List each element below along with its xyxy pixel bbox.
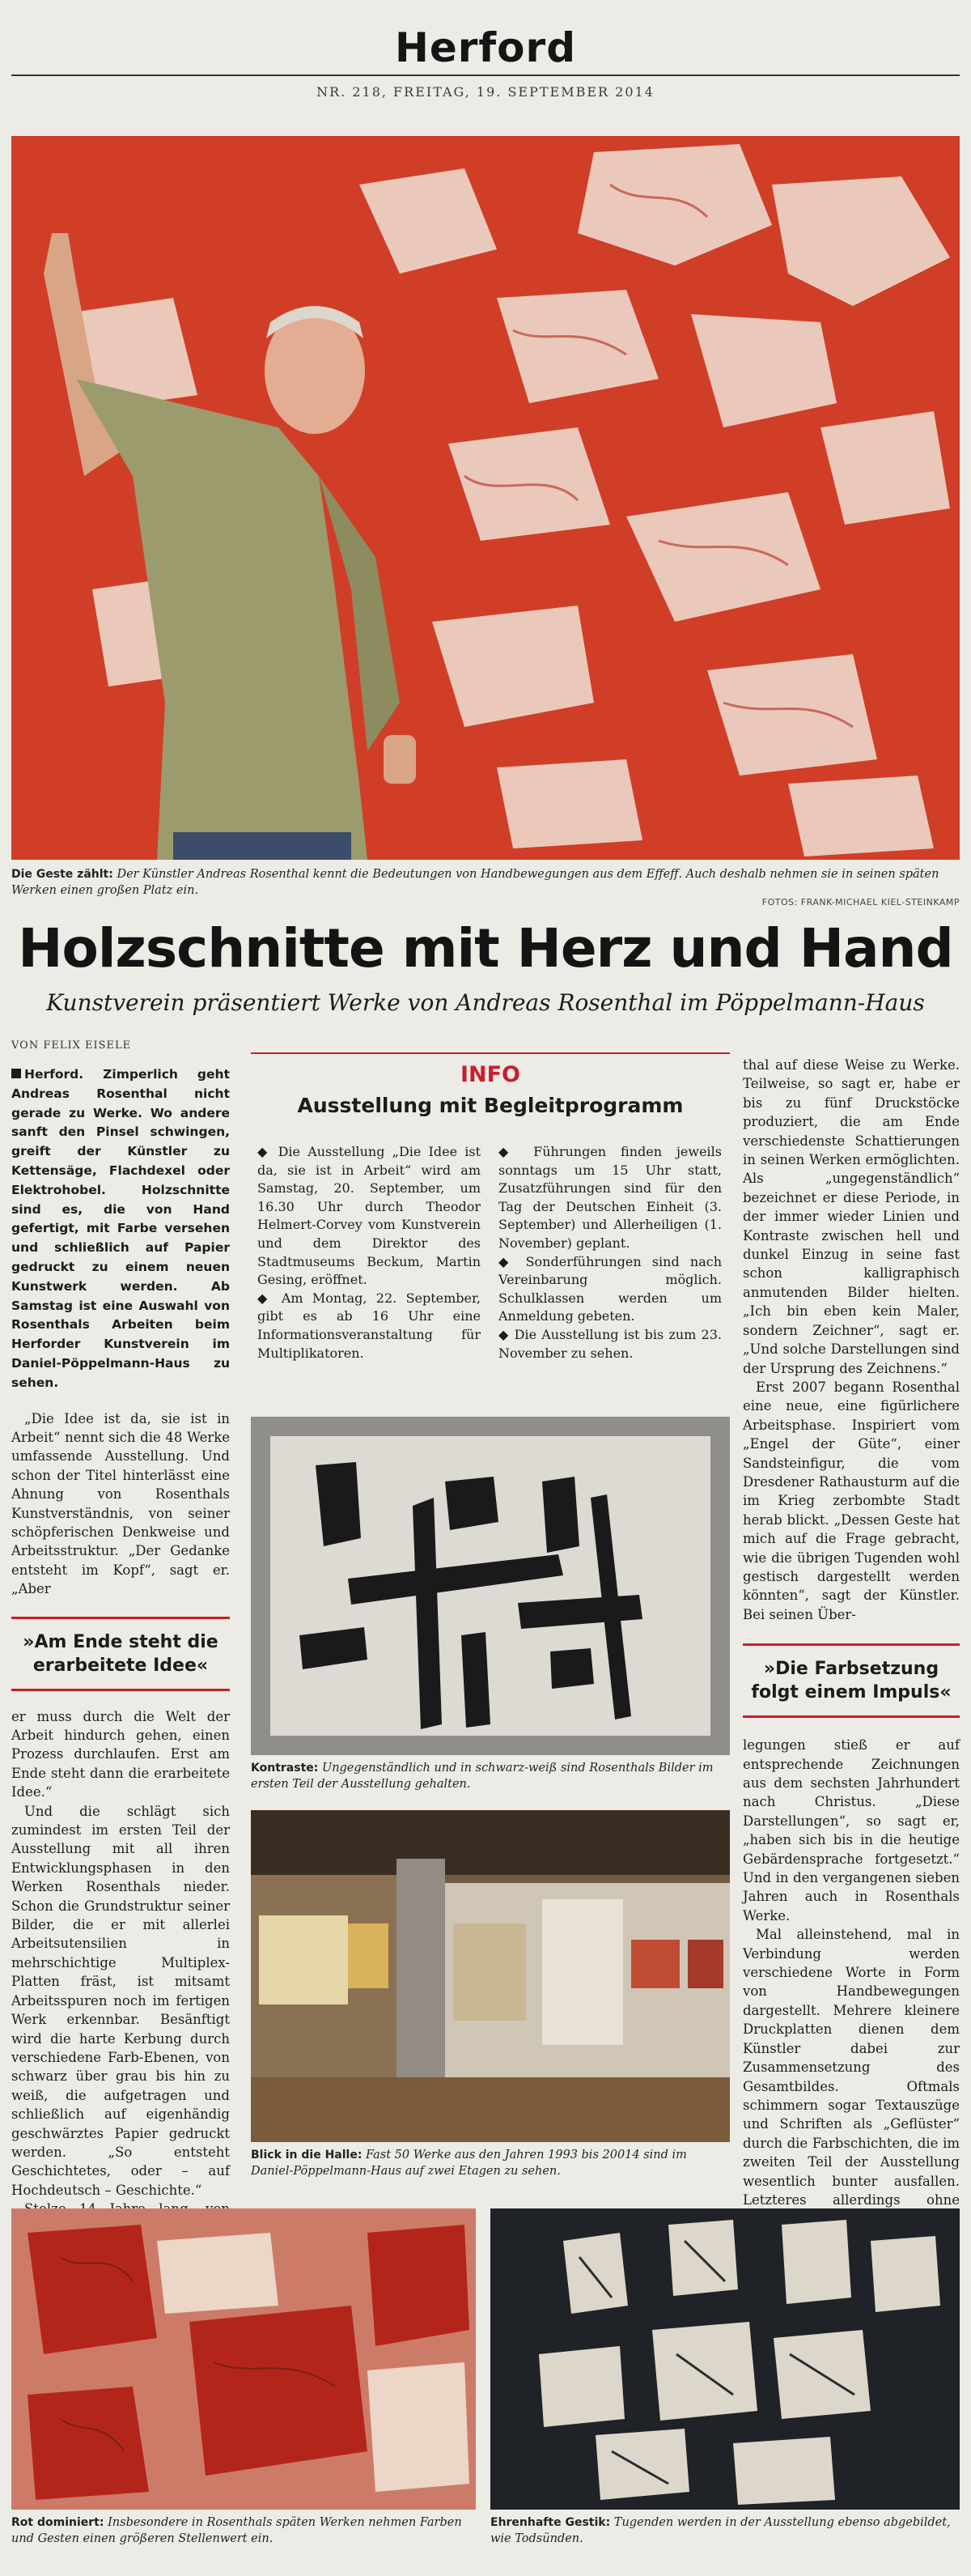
info-item: ◆ Sonderführungen sind nach Vereinbarung möglich. Schulklassen werden um Anmeldung gebeten. (498, 1253, 722, 1324)
info-column-left (257, 1143, 481, 1362)
caption-text: Insbesondere in Rosenthals späten Werken nehmen Farben und Gesten einen größeren Stellenwert ein. (11, 2516, 462, 2545)
photo-kontraste (251, 1417, 730, 1755)
dateline: Herford. (24, 1067, 84, 1082)
info-box (251, 1052, 730, 1394)
paragraph: Erst 2007 begann Rosenthal eine neue, eine figürlichere Arbeitsphase. Inspiriert vom „Engel der Güte“, einer Sandsteinfigur, die vom Dresdener Rathausturm auf die im Krieg zerbombte Stadt herab blickt. „Dessen Geste hat mich auf die Frage gebracht, wie die übrigen Tugenden wohl gestisch dargestellt werden könnten“, sagt der Künstler. Bei seinen Über- (743, 1379, 960, 1622)
column-1 (11, 1065, 230, 2256)
caption-lead: Die Geste zählt: (11, 868, 113, 881)
paragraph: Und die schlägt sich zumindest im ersten Teil der Ausstellung mit all ihren Entwicklungsphasen in den Werken Rosenthals nieder. Schon die Grundstruktur seiner Bilder, die er mit allerlei Arbeitsutensilien in mehrschichtige Multiplex-Platten fräst, ist mitsamt Arbeitsspuren noch im fertigen Werk erkennbar. Besänftigt wird die harte Kerbung durch verschiedene Farb-Ebenen, von schwarz über grau bis hin zu weiß, die aufgetragen und schließlich auf eigenhändig geschwärztes Papier gedruckt werden. „So entsteht Geschichtetes, oder – auf Hochdeutsch – Geschichte.“ (11, 1803, 230, 2198)
photo-rot-caption (11, 2514, 476, 2547)
photo-halle (251, 1810, 730, 2142)
pull-quote: »Am Ende steht die erarbeitete Idee« (11, 1617, 230, 1691)
photo-credit: FOTOS: FRANK-MICHAEL KIEL-STEINKAMP (761, 897, 960, 908)
paragraph: „Die Idee ist da, sie ist in Arbeit“ nennt sich die 48 Werke umfassende Ausstellung. Und schon der Titel hinterlässt eine Ahnung von Rosenthals Kunstverständnis, von seiner schöpferischen Denkweise und Arbeitsstruktur. „Der Gedanke entsteht im Kopf“, sagt er. „Aber (11, 1410, 230, 1597)
paragraph: er muss durch die Welt der Arbeit hindurch gehen, einen Prozess durchlaufen. Erst am Ende steht dann die erarbeitete Idee.“ (11, 1708, 230, 1800)
header-rule (11, 74, 960, 76)
info-item: ◆ Die Ausstellung „Die Idee ist da, sie ist in Arbeit“ wird am Samstag, 20. September, um 16.30 Uhr durch Theodor Helmert-Corvey vom Kunstverein und dem Direktor des Stadtmuseums Beckum, Martin Gesing, eröffnet. (257, 1144, 481, 1288)
photo-kontraste-caption (251, 1760, 730, 1792)
caption-text: Ungegenständlich und in schwarz-weiß sind Rosenthals Bilder im ersten Teil der Ausstellung gehalten. (251, 1762, 714, 1791)
info-label: INFO (460, 1062, 521, 1087)
info-title: Ausstellung mit Begleitprogramm (297, 1094, 684, 1117)
main-photo-caption (11, 866, 960, 899)
photo-rot (11, 2208, 476, 2510)
caption-lead: Rot dominiert: (11, 2516, 104, 2529)
pull-quote: »Die Farbsetzung folgt einem Impuls« (743, 1643, 960, 1718)
info-item: ◆ Die Ausstellung ist bis zum 23. November zu sehen. (498, 1326, 722, 1361)
caption-lead: Ehrenhafte Gestik: (490, 2516, 611, 2529)
square-bullet-icon (11, 1069, 21, 1078)
caption-lead: Kontraste: (251, 1762, 319, 1775)
paragraph: Mal alleinstehend, mal in Verbindung werden verschiedene Worte in Form von Handbewegungen dargestellt. Mehrere kleinere Druckplatten dienen dem Künstler dabei zur Zusammensetzung des Gesamtbildes. Oftmals schimmern sogar Textauszüge und Schriften als „Geflüster“ durch die Farbschichten, die im zweiten Teil der Ausstellung wesentlich bunter ausfallen. Letzteres allerdings ohne (743, 1927, 960, 2208)
lead-text: Zimperlich geht Andreas Rosenthal nicht gerade zu Werke. Wo andere sanft den Pinsel schwingen, greift der Künstler zu Kettensäge, Flachdexel oder Elektrohobel. Holzschnitte sind es, die von Hand gefertigt, mit Farbe versehen und schließlich auf Papier gedruckt zu einem neuen Kunstwerk werden. Ab Samstag ist eine Auswahl von Rosenthals Arbeiten beim Herforder Kunstverein im Daniel-Pöppelmann-Haus zu sehen. (11, 1067, 230, 1390)
caption-text: Der Künstler Andreas Rosenthal kennt die Bedeutungen von Handbewegungen aus dem Effeff. Auch deshalb nehmen sie in seinen späten Werken einen großen Platz ein. (11, 868, 939, 897)
info-item: ◆ Führungen finden jeweils sonntags um 15 Uhr statt, Zusatzführungen sind für den Tag der Deutschen Einheit (3. September) und Allerheiligen (1. November) geplant. (498, 1144, 722, 1251)
main-photo (11, 136, 960, 860)
subheadline: Kunstverein präsentiert Werke von Andreas Rosenthal im Pöppelmann-Haus (46, 989, 925, 1016)
info-column-right (498, 1143, 722, 1362)
photo-gestik-caption (490, 2514, 960, 2547)
caption-text: Tugenden werden in der Ausstellung ebenso abgebildet, wie Todsünden. (490, 2516, 951, 2545)
column-3 (743, 1056, 960, 2285)
caption-lead: Blick in die Halle: (251, 2149, 363, 2162)
caption-text: Fast 50 Werke aus den Jahren 1993 bis 20014 sind im Daniel-Pöppelmann-Haus auf zwei Etagen zu sehen. (251, 2149, 687, 2178)
photo-gestik (490, 2208, 960, 2510)
paragraph: thal auf diese Weise zu Werke. Teilweise, so sagt er, habe er bis zu fünf Druckstöcke produziert, die am Ende verschiedenste Schattierungen in seinen Werken ermöglichten. Als „ungegenständlich“ bezeichnet er diese Periode, in der immer wieder Linien und Kontraste zwischen hell und dunkel Einzug in seine fast schon kalligraphisch anmutenden Bilder hielten. „Ich bin eben kein Maler, sondern Zeichner“, sagt er. „Und solche Darstellungen sind der Ursprung des Zeichnens.“ (743, 1057, 960, 1376)
paragraph: legungen stieß er auf entsprechende Zeichnungen aus dem sechsten Jahrhundert nach Christus. „Diese Darstellungen“, so sagt er, „haben sich bis in die heutige Gebärdensprache fortgesetzt.“ Und in den vergangenen sieben Jahren auch in Rosenthals Werke. (743, 1737, 960, 1923)
byline: VON FELIX EISELE (11, 1039, 132, 1052)
headline: Holzschnitte mit Herz und Hand (18, 917, 953, 980)
photo-halle-caption (251, 2147, 730, 2179)
article-lead (11, 1065, 230, 1393)
section-title: Herford (395, 24, 576, 71)
info-item: ◆ Am Montag, 22. September, gibt es ab 16 Uhr eine Informationsveranstaltung für Multiplikatoren. (257, 1290, 481, 1361)
issue-line: NR. 218, FREITAG, 19. SEPTEMBER 2014 (316, 84, 655, 100)
